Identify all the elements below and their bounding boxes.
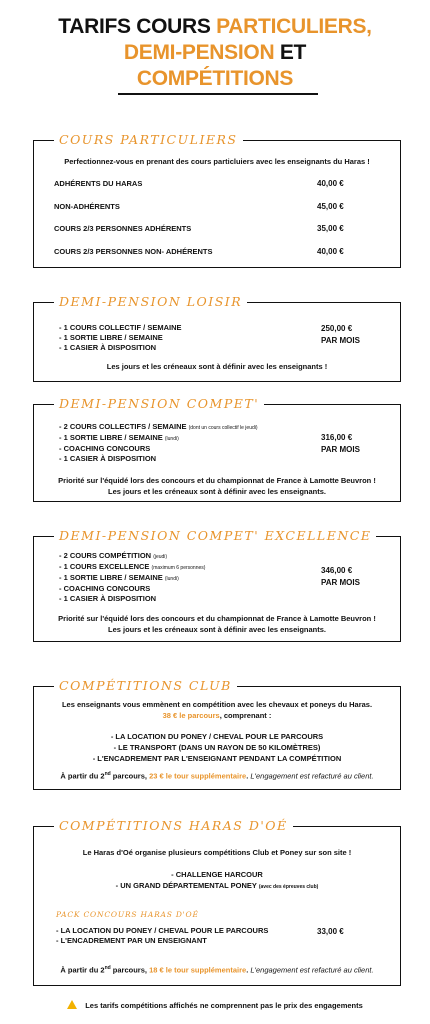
cours-row-price: 45,00 €: [317, 202, 344, 211]
footer-text: Les tarifs compétitions affichés ne comprennent pas le prix des engagements: [85, 1001, 363, 1010]
list-item: - 2 COURS COMPÉTITION (jeudi): [59, 551, 168, 560]
list-item: - 1 COURS EXCELLENCE (maximum 6 personnes): [59, 562, 206, 571]
list-item: - 1 COURS COLLECTIF / SEMAINE: [59, 323, 182, 332]
loisir-price-period: PAR MOIS: [321, 336, 360, 345]
loisir-note: Les jours et les créneaux sont à définir avec les enseignants !: [106, 362, 328, 371]
list-item: - 1 SORTIE LIBRE / SEMAINE (lundi): [59, 433, 179, 442]
oe-extra: À partir du 2nd parcours, 18 € le tour supplémentaire. L'engagement est refacturé au client.: [60, 965, 374, 975]
excellence-price: [321, 565, 360, 589]
title-black-1: TARIFS COURS: [58, 15, 217, 38]
box-competitions-club: [33, 678, 401, 790]
compet-note: Priorité sur l'équidé lors des concours et du championnat de France à Lamotte Beuvron ! Les jours et les créneaux sont à définir avec les enseignants.: [58, 476, 376, 496]
list-item: - 2 COURS COLLECTIFS / SEMAINE (dont un cours collectif le jeudi): [59, 422, 258, 431]
box-label-excellence: DEMI-PENSION COMPET' EXCELLENCE: [54, 527, 376, 545]
list-item: - 1 SORTIE LIBRE / SEMAINE (lundi): [59, 573, 179, 582]
page-title: [0, 14, 430, 92]
title-black-2: ET: [274, 41, 307, 64]
warning-icon: [67, 1000, 77, 1009]
compet-price-period: PAR MOIS: [321, 445, 360, 454]
list-item: - L'ENCADREMENT PAR L'ENSEIGNANT PENDANT LA COMPÉTITION: [92, 754, 342, 763]
cours-intro: Perfectionnez-vous en prenant des cours particluiers avec les enseignants du Haras !: [64, 157, 370, 166]
list-item: - COACHING CONCOURS: [59, 444, 151, 453]
excellence-note: Priorité sur l'équidé lors des concours et du championnat de France à Lamotte Beuvron ! Les jours et les créneaux sont à définir avec les enseignants.: [58, 614, 376, 634]
box-label-compet: DEMI-PENSION COMPET': [54, 395, 264, 413]
excellence-price-period: PAR MOIS: [321, 578, 360, 587]
list-item: - LE TRANSPORT (DANS UN RAYON DE 50 KILOMÈTRES): [113, 743, 321, 752]
footer-note: [0, 1000, 430, 1010]
cours-row-label: COURS 2/3 PERSONNES NON- ADHÉRENTS: [54, 247, 213, 256]
box-demi-pension-loisir: [33, 294, 401, 382]
oe-pack-list: [56, 926, 268, 946]
list-item: - 1 CASIER À DISPOSITION: [59, 594, 157, 603]
box-label-oe: COMPÉTITIONS HARAS D'OÉ: [54, 817, 293, 835]
compet-price-value: 316,00 €: [321, 433, 353, 442]
list-item: - 1 CASIER À DISPOSITION: [59, 343, 157, 352]
title-orange-2: DEMI-PENSION: [123, 41, 275, 64]
box-cours-particuliers: [33, 132, 401, 268]
loisir-price: [321, 323, 360, 347]
cours-row-label: ADHÉRENTS DU HARAS: [54, 179, 143, 188]
cours-row-price: 40,00 €: [317, 247, 344, 256]
box-label-cours: COURS PARTICULIERS: [54, 131, 243, 149]
oe-pack-label: PACK CONCOURS HARAS D'OÉ: [56, 910, 199, 919]
list-item: - 1 SORTIE LIBRE / SEMAINE: [59, 333, 163, 342]
box-label-loisir: DEMI-PENSION LOISIR: [54, 293, 247, 311]
loisir-list: [59, 323, 182, 353]
cours-row-label: NON-ADHÉRENTS: [54, 202, 120, 211]
list-item: - LA LOCATION DU PONEY / CHEVAL POUR LE PARCOURS: [110, 732, 324, 741]
loisir-price-value: 250,00 €: [321, 324, 353, 333]
box-label-club: COMPÉTITIONS CLUB: [54, 677, 237, 695]
list-item: - L'ENCADREMENT PAR UN ENSEIGNANT: [56, 936, 207, 945]
box-demi-pension-compet: [33, 396, 401, 502]
oe-events: [34, 869, 400, 893]
list-item: - 1 CASIER À DISPOSITION: [59, 454, 157, 463]
list-item: - LA LOCATION DU PONEY / CHEVAL POUR LE PARCOURS: [56, 926, 269, 935]
excellence-list: [59, 551, 205, 604]
excellence-price-value: 346,00 €: [321, 566, 353, 575]
cours-row-price: 40,00 €: [317, 179, 344, 188]
club-list: [34, 731, 400, 764]
oe-intro: Le Haras d'Oé organise plusieurs compétitions Club et Poney sur son site !: [82, 848, 352, 857]
club-intro: Les enseignants vous emmènent en compétition avec les chevaux et poneys du Haras. 38 € le parcours, comprenant :: [61, 700, 373, 720]
title-orange-3: COMPÉTITIONS: [136, 67, 294, 90]
title-orange-1: PARTICULIERS,: [216, 15, 372, 38]
list-item: - CHALLENGE HARCOUR: [171, 870, 263, 879]
oe-pack-price: 33,00 €: [317, 927, 344, 936]
compet-price: [321, 432, 360, 456]
box-competitions-haras-oe: [33, 818, 401, 986]
box-demi-pension-excellence: [33, 528, 401, 642]
club-extra: À partir du 2nd parcours, 23 € le tour supplémentaire. L'engagement est refacturé au client.: [60, 771, 374, 781]
list-item: - COACHING CONCOURS: [59, 584, 151, 593]
title-underline: [118, 93, 318, 95]
list-item: - UN GRAND DÉPARTEMENTAL PONEY (avec des épreuves club): [115, 881, 319, 890]
compet-list: [59, 422, 258, 464]
cours-row-label: COURS 2/3 PERSONNES ADHÉRENTS: [54, 224, 192, 233]
cours-row-price: 35,00 €: [317, 224, 344, 233]
